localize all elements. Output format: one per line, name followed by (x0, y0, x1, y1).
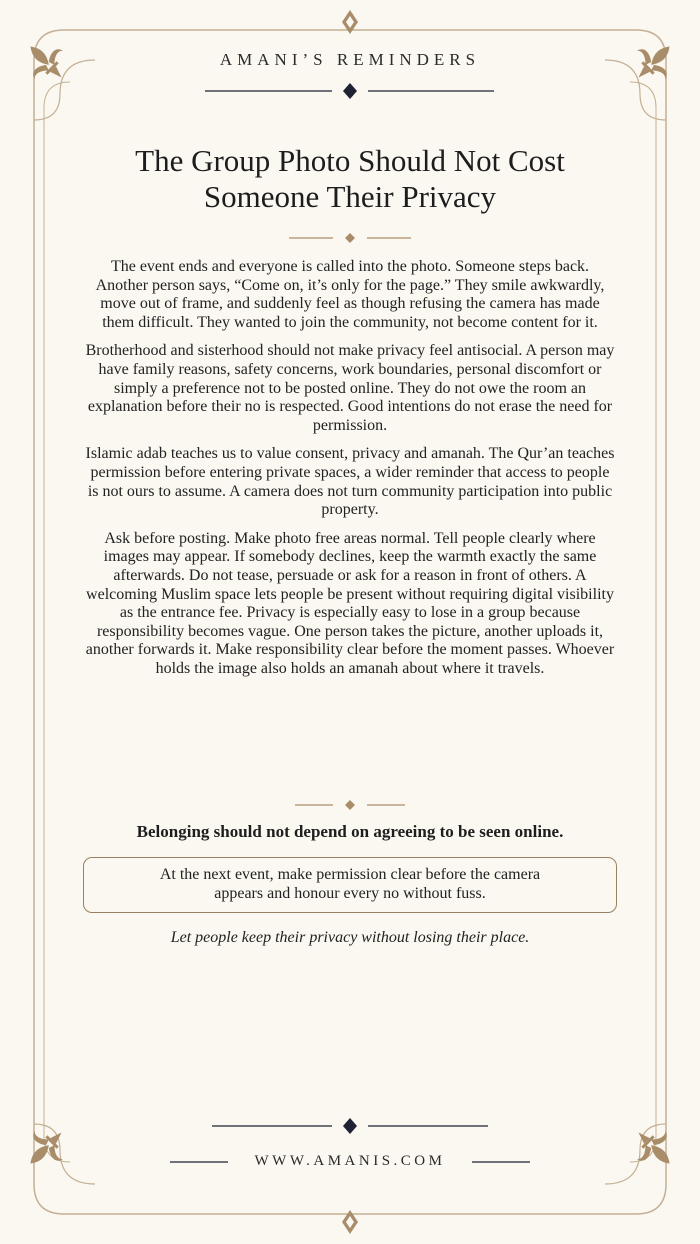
page-title (90, 143, 610, 215)
footer-divider (212, 1118, 488, 1134)
article-body (84, 258, 616, 688)
body-divider (295, 800, 405, 810)
paragraph: Ask before posting. Make photo free areas normal. Tell people clearly where images may appear. If somebody declines, keep the warmth exactly the same afterwards. Do not tease, persuade or ask for a reason in front of others. A welcoming Muslim space lets people be present without requiring digital visibility as the entrance fee. Privacy is especially easy to lose in a group because responsibility becomes vague. One person takes the picture, another uploads it, another forwards it. Make responsibility clear before the moment passes. Whoever holds the image also holds an amanah about where it travels. (85, 529, 615, 677)
cta-line-2: appears and honour every no without fuss. (214, 885, 486, 902)
paragraph: Islamic adab teaches us to value consent, privacy and amanah. The Qur’an teaches permission before entering private spaces, a wider reminder that access to people is not ours to assume. A camera does not turn community participation into public property. (85, 445, 615, 519)
paragraph: The event ends and everyone is called into the photo. Someone steps back. Another person says, “Come on, it’s only for the page.” They smile awkwardly, move out of frame, and suddenly feel as though refusing the camera has made them difficult. They wanted to join the community, not become content for it. (95, 258, 605, 331)
diamond-icon (343, 83, 357, 99)
title-line-1: The Group Photo Should Not Cost (135, 143, 565, 178)
website-link[interactable]: WWW.AMANIS.COM (254, 1153, 446, 1169)
title-divider (289, 233, 411, 243)
title-line-2: Someone Their Privacy (203, 179, 497, 214)
closing-line: Let people keep their privacy without losing their place. (170, 929, 530, 946)
divider-ornament-icon (345, 233, 355, 243)
paragraph: Brotherhood and sisterhood should not make privacy feel antisocial. A person may have family reasons, safety concerns, work boundaries, personal discomfort or simply a preference not to be posted online. They do not owe the room an explanation before their no is respected. Good intentions do not erase the need for permission. (85, 342, 615, 434)
brand-header: AMANI’S REMINDERS (219, 50, 481, 69)
cta-line-1: At the next event, make permission clear before the camera (159, 866, 541, 883)
emphasis-statement: Belonging should not depend on agreeing to be seen online. (136, 822, 564, 841)
header-divider (205, 83, 494, 99)
divider-ornament-icon (345, 800, 355, 810)
call-to-action-box (83, 857, 617, 913)
diamond-icon (343, 1118, 357, 1134)
